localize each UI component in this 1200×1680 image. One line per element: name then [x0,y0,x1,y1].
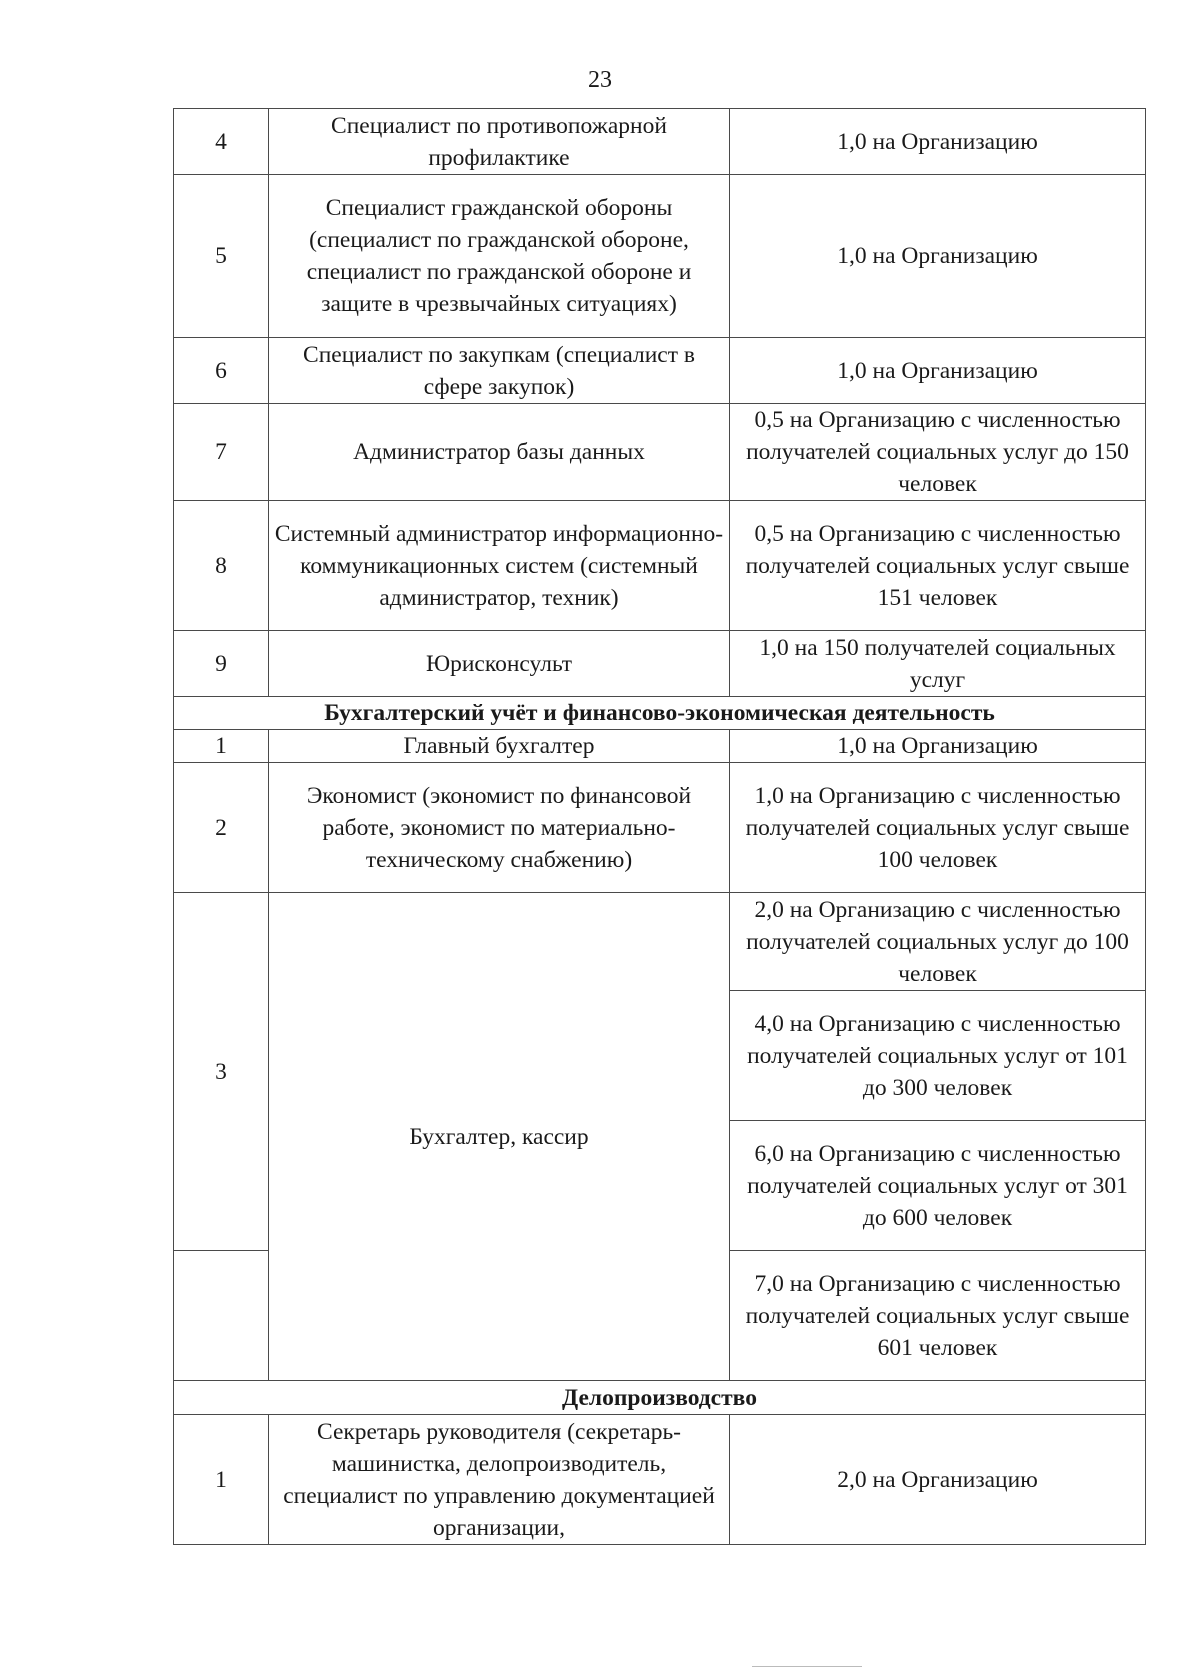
row-number: 5 [174,175,269,338]
row-number: 9 [174,631,269,697]
position-name: Экономист (экономист по финансовой работе, экономист по материально-техническому снабжению) [269,763,730,893]
table-row [174,338,1146,404]
row-number: 1 [174,1415,269,1545]
table-row [174,501,1146,631]
staff-norm: 0,5 на Организацию с численностью получателей социальных услуг свыше 151 человек [730,501,1146,631]
table-row [174,730,1146,763]
table-row [174,175,1146,338]
table-row [174,109,1146,175]
position-name: Специалист по противопожарной профилактике [269,109,730,175]
row-number: 8 [174,501,269,631]
table-row [174,631,1146,697]
position-name: Специалист гражданской обороны (специалист по гражданской обороне, специалист по гражданской обороне и защите в чрезвычайных ситуациях) [269,175,730,338]
table-row [174,404,1146,501]
row-number: 7 [174,404,269,501]
empty-number-cell [174,1251,269,1381]
position-name: Юрисконсульт [269,631,730,697]
staff-norm: 7,0 на Организацию с численностью получателей социальных услуг свыше 601 человек [730,1251,1146,1381]
staff-norm: 6,0 на Организацию с численностью получателей социальных услуг от 301 до 600 человек [730,1121,1146,1251]
page-number: 23 [588,67,612,93]
staff-norm: 4,0 на Организацию с численностью получателей социальных услуг от 101 до 300 человек [730,991,1146,1121]
staff-norm: 1,0 на 150 получателей социальных услуг [730,631,1146,697]
section-title-accounting: Бухгалтерский учёт и финансово-экономическая деятельность [174,697,1146,730]
staff-norm: 1,0 на Организацию [730,730,1146,763]
scan-artifact-line [752,1666,862,1667]
staff-norm: 1,0 на Организацию [730,109,1146,175]
section-title-records: Делопроизводство [174,1381,1146,1415]
position-name: Главный бухгалтер [269,730,730,763]
staff-norm: 1,0 на Организацию [730,175,1146,338]
section-header-row [174,1381,1146,1415]
staff-norm: 1,0 на Организацию [730,338,1146,404]
position-name: Специалист по закупкам (специалист в сфере закупок) [269,338,730,404]
position-name: Системный администратор информационно-коммуникационных систем (системный администратор, техник) [269,501,730,631]
row-number: 1 [174,730,269,763]
staff-norm: 2,0 на Организацию с численностью получателей социальных услуг до 100 человек [730,893,1146,991]
row-number: 6 [174,338,269,404]
table-row [174,763,1146,893]
staff-norm: 0,5 на Организацию с численностью получателей социальных услуг до 150 человек [730,404,1146,501]
position-name: Секретарь руководителя (секретарь-машинистка, делопроизводитель, специалист по управлению документацией организации, [269,1415,730,1545]
table-row [174,1415,1146,1545]
table-row [174,893,1146,991]
row-number: 3 [174,893,269,1251]
staff-norm: 1,0 на Организацию с численностью получателей социальных услуг свыше 100 человек [730,763,1146,893]
row-number: 4 [174,109,269,175]
row-number: 2 [174,763,269,893]
staffing-table [173,108,1146,1545]
position-name: Администратор базы данных [269,404,730,501]
staff-norm: 2,0 на Организацию [730,1415,1146,1545]
position-name: Бухгалтер, кассир [269,893,730,1381]
section-header-row [174,697,1146,730]
